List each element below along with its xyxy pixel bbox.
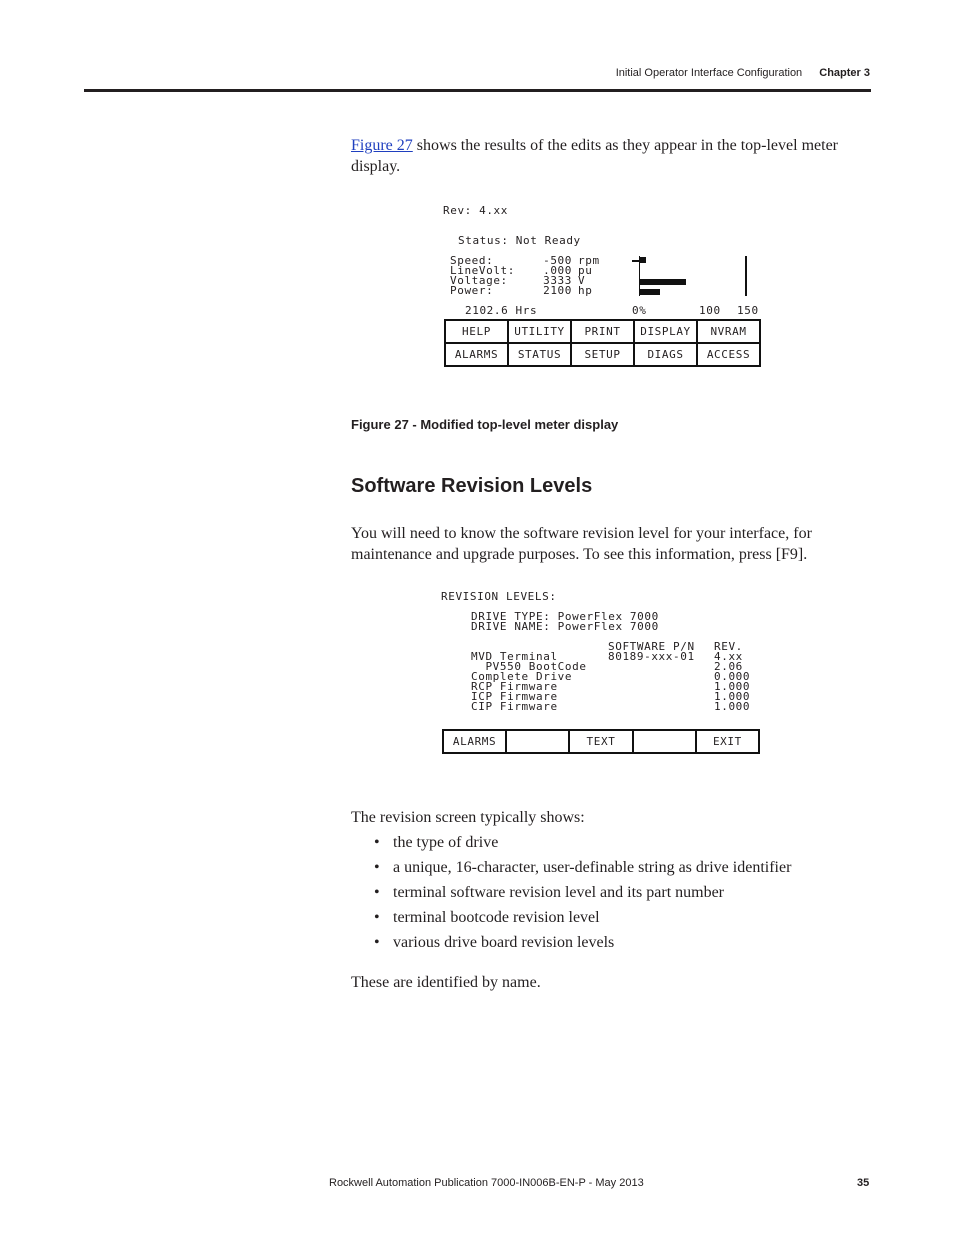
function-key-grid <box>444 319 761 367</box>
limit-marker <box>745 256 747 296</box>
figure-caption: Figure 27 - Modified top-level meter display <box>351 417 619 432</box>
voltage-bar <box>640 279 686 285</box>
key-blank[interactable] <box>634 731 695 752</box>
scale-label: 0% <box>632 304 647 317</box>
revision-row-name: CIP Firmware <box>471 700 558 713</box>
revision-row-rev: 0.000 <box>714 670 751 683</box>
revision-row-name: PV550 BootCode <box>471 660 587 673</box>
param-unit: rpm <box>578 254 600 267</box>
param-name: LineVolt: <box>450 264 516 277</box>
key-setup[interactable]: SETUP <box>572 344 633 365</box>
header-chapter: Chapter 3 <box>819 67 870 79</box>
publication-info: Rockwell Automation Publication 7000-IN006B-EN-P - May 2013 <box>329 1177 644 1189</box>
param-name: Power: <box>450 284 494 297</box>
revision-row-name: ICP Firmware <box>471 690 558 703</box>
column-header-rev: REV. <box>714 640 743 653</box>
revision-row-rev: 1.000 <box>714 700 751 713</box>
list-intro: The revision screen typically shows: <box>351 809 585 826</box>
header-rule <box>84 89 871 92</box>
key-status[interactable]: STATUS <box>509 344 570 365</box>
section-heading: Software Revision Levels <box>351 475 593 497</box>
status-label: Status: Not Ready <box>458 234 581 247</box>
param-name: Voltage: <box>450 274 508 287</box>
header-section-title: Initial Operator Interface Configuration <box>615 67 803 79</box>
param-unit: V <box>578 274 586 287</box>
key-print[interactable]: PRINT <box>572 321 633 342</box>
param-value: -500 <box>543 254 572 267</box>
revision-row-rev: 1.000 <box>714 690 751 703</box>
param-value: 2100 <box>543 284 572 297</box>
hours-readout: 2102.6 Hrs <box>465 304 538 317</box>
key-access[interactable]: ACCESS <box>698 344 759 365</box>
figure-27-link[interactable]: Figure 27 <box>351 137 413 154</box>
revision-function-keys <box>442 729 760 754</box>
power-bar <box>640 289 660 295</box>
speed-bar <box>640 257 646 263</box>
intro-text: shows the results of the edits as they appear in the top-level meter display. <box>351 137 838 175</box>
key-exit[interactable]: EXIT <box>697 731 758 752</box>
scale-label: 150 <box>737 304 759 317</box>
drive-name: DRIVE NAME: PowerFlex 7000 <box>471 620 659 633</box>
key-display[interactable]: DISPLAY <box>635 321 696 342</box>
speed-negative-bar <box>632 260 639 262</box>
revision-row-name: Complete Drive <box>471 670 573 683</box>
section-paragraph: You will need to know the software revision level for your interface, for maintenance and upgrade purposes. To see this information, press [F9]. <box>351 525 812 563</box>
list-item: • various drive board revision levels <box>372 932 791 957</box>
key-nvram[interactable]: NVRAM <box>698 321 759 342</box>
param-unit: hp <box>578 284 593 297</box>
revision-row-rev: 1.000 <box>714 680 751 693</box>
revision-row-rev: 2.06 <box>714 660 743 673</box>
revision-row-part: 80189-xxx-01 <box>608 650 695 663</box>
closing-paragraph: These are identified by name. <box>351 974 541 991</box>
key-text[interactable]: TEXT <box>570 731 631 752</box>
list-item: • a unique, 16-character, user-definable string as drive identifier <box>372 857 791 882</box>
intro-paragraph <box>351 135 851 177</box>
param-unit: pu <box>578 264 593 277</box>
key-alarms[interactable]: ALARMS <box>444 731 505 752</box>
running-header <box>616 67 870 79</box>
param-name: Speed: <box>450 254 494 267</box>
rev-label: Rev: 4.xx <box>443 204 509 217</box>
revision-row-rev: 4.xx <box>714 650 743 663</box>
key-alarms[interactable]: ALARMS <box>446 344 507 365</box>
param-value: 3333 <box>543 274 572 287</box>
key-diags[interactable]: DIAGS <box>635 344 696 365</box>
list-item: • the type of drive <box>372 832 791 857</box>
list-item: • terminal bootcode revision level <box>372 907 791 932</box>
key-utility[interactable]: UTILITY <box>509 321 570 342</box>
list-item: • terminal software revision level and its part number <box>372 882 791 907</box>
key-help[interactable]: HELP <box>446 321 507 342</box>
bullet-list <box>372 832 791 957</box>
scale-label: 100 <box>699 304 721 317</box>
drive-type: DRIVE TYPE: PowerFlex 7000 <box>471 610 659 623</box>
key-blank[interactable] <box>507 731 568 752</box>
param-value: .000 <box>543 264 572 277</box>
revision-row-name: MVD Terminal <box>471 650 558 663</box>
revision-row-name: RCP Firmware <box>471 680 558 693</box>
revision-title: REVISION LEVELS: <box>441 590 557 603</box>
column-header-part: SOFTWARE P/N <box>608 640 695 653</box>
page-number: 35 <box>857 1177 870 1189</box>
